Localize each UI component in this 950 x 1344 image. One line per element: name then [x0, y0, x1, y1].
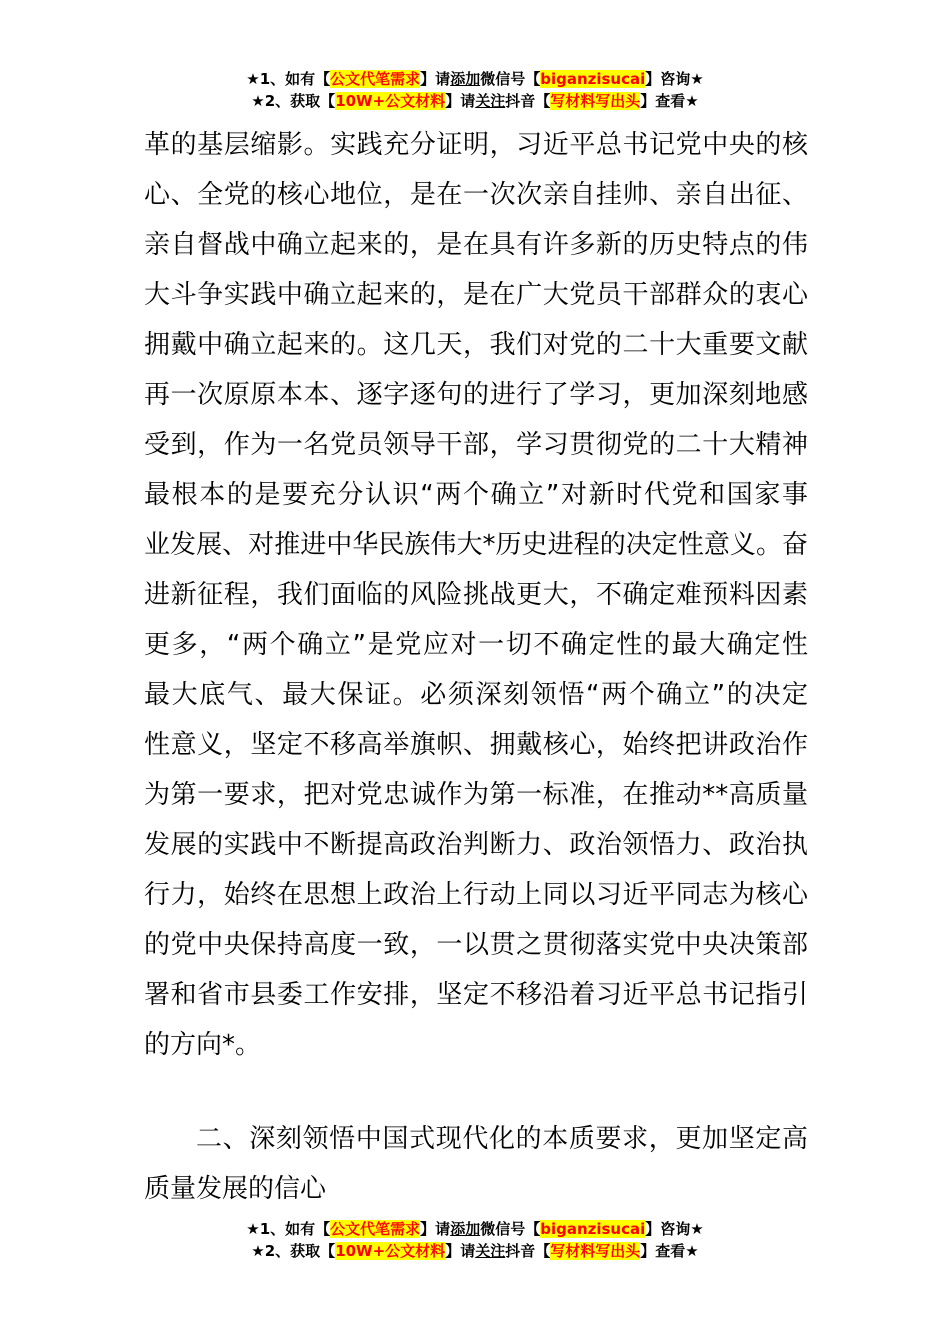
paragraph-line: 受到，作为一名党员领导干部，学习贯彻党的二十大精神	[144, 430, 808, 460]
paragraph-line: 亲自督战中确立起来的，是在具有许多新的历史特点的伟	[144, 230, 808, 260]
paragraph-line: 的方向*。	[144, 1030, 262, 1060]
highlight-ghostwriting: 公文代笔需求	[330, 70, 421, 88]
paragraph-line: 更多，“两个确立”是党应对一切不确定性的最大确定性	[144, 630, 808, 660]
paragraph-line: 性意义，坚定不移高举旗帜、拥戴核心，始终把讲政治作	[144, 730, 808, 760]
paragraph-line: 再一次原原本本、逐字逐句的进行了学习，更加深刻地感	[144, 380, 808, 410]
header-banner	[0, 68, 950, 112]
paragraph-line: 署和省市县委工作安排，坚定不移沿着习近平总书记指引	[144, 980, 808, 1010]
paragraph-line: 业发展、对推进中华民族伟大*历史进程的决定性意义。奋	[144, 530, 808, 560]
paragraph-line: 最根本的是要充分认识“两个确立”对新时代党和国家事	[144, 480, 808, 510]
highlight-ghostwriting: 公文代笔需求	[330, 1220, 421, 1238]
highlight-wechat-id: biganzisucai	[540, 1220, 646, 1238]
footer-banner-line-2: ★2、获取【10W+公文材料】请关注抖音【写材料写出头】查看★	[251, 1242, 699, 1260]
paragraph-line: 为第一要求，把对党忠诚作为第一标准，在推动**高质量	[144, 780, 808, 810]
paragraph-line: 拥戴中确立起来的。这几天，我们对党的二十大重要文献	[144, 330, 808, 360]
paragraph-line: 进新征程，我们面临的风险挑战更大，不确定难预料因素	[144, 580, 808, 610]
paragraph-line: 革的基层缩影。实践充分证明，习近平总书记党中央的核	[144, 130, 808, 160]
paragraph-line: 大斗争实践中确立起来的，是在广大党员干部群众的衷心	[144, 280, 808, 310]
highlight-douyin-account: 写材料写出头	[550, 92, 641, 110]
highlight-materials: 10W+公文材料	[335, 92, 446, 110]
paragraph-line: 发展的实践中不断提高政治判断力、政治领悟力、政治执	[144, 830, 808, 860]
section-heading-line-2: 质量发展的信心	[144, 1174, 327, 1204]
highlight-materials: 10W+公文材料	[335, 1242, 446, 1260]
highlight-wechat-id: biganzisucai	[540, 70, 646, 88]
paragraph-line: 的党中央保持高度一致，一以贯之贯彻落实党中央决策部	[144, 930, 808, 960]
footer-banner-line-1: ★1、如有【公文代笔需求】请添加微信号【biganzisucai】咨询★	[246, 1220, 704, 1238]
section-heading-line-1: 二、深刻领悟中国式现代化的本质要求，更加坚定高	[196, 1124, 808, 1154]
footer-banner	[0, 1218, 950, 1262]
paragraph-line: 行力，始终在思想上政治上行动上同以习近平同志为核心	[144, 880, 808, 910]
highlight-douyin-account: 写材料写出头	[550, 1242, 641, 1260]
section-heading	[144, 1114, 808, 1214]
paragraph-line: 最大底气、最大保证。必须深刻领悟“两个确立”的决定	[144, 680, 808, 710]
header-banner-line-1: ★1、如有【公文代笔需求】请添加微信号【biganzisucai】咨询★	[246, 70, 704, 88]
document-paragraph	[144, 120, 808, 1070]
header-banner-line-2: ★2、获取【10W+公文材料】请关注抖音【写材料写出头】查看★	[251, 92, 699, 110]
paragraph-line: 心、全党的核心地位，是在一次次亲自挂帅、亲自出征、	[144, 180, 808, 210]
